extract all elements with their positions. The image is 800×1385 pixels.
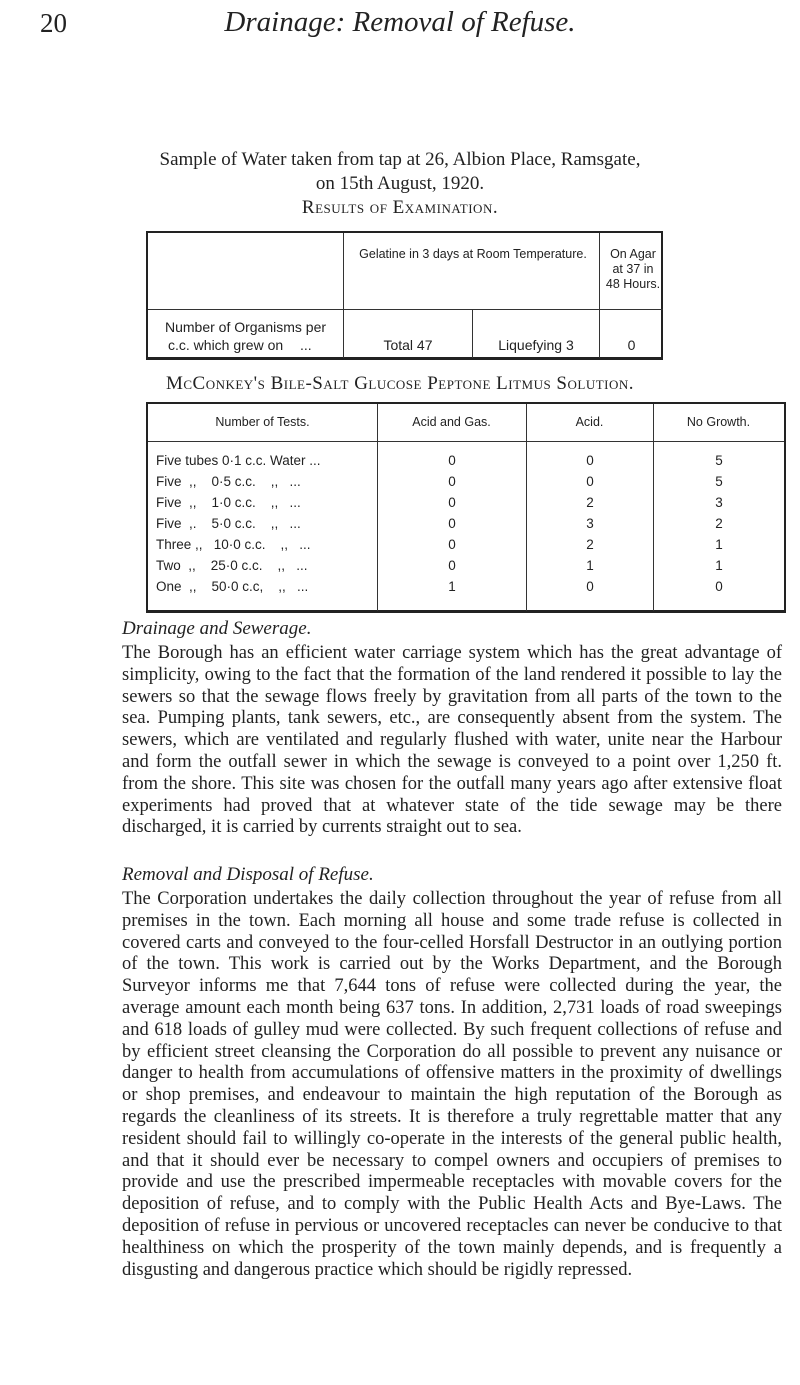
- row-label-line-1: Number of Organisms per: [164, 319, 327, 335]
- drainage-heading: Drainage and Sewerage.: [122, 618, 312, 639]
- table-cell-acid-gas: 1: [448, 579, 456, 594]
- drainage-paragraph: [122, 643, 782, 839]
- refuse-heading: Removal and Disposal of Refuse.: [122, 864, 374, 885]
- table-cell-acid: 2: [586, 495, 594, 510]
- table-cell-acid: 1: [586, 558, 594, 573]
- table-cell-no-growth: 2: [715, 516, 723, 531]
- table-cell-acid: 0: [586, 579, 594, 594]
- mcconkey-table: [146, 402, 786, 613]
- table-cell-no-growth: 3: [715, 495, 723, 510]
- header-acid-and-gas: Acid and Gas.: [412, 415, 491, 429]
- running-head: Drainage: Removal of Refuse.: [224, 6, 576, 38]
- table-cell-acid-gas: 0: [448, 516, 456, 531]
- caption-line-2: on 15th August, 1920.: [315, 173, 485, 194]
- table-cell-no-growth: 5: [715, 474, 723, 489]
- table-row-label: Five ,. 5·0 c.c. ,, ...: [156, 516, 301, 531]
- table-cell-no-growth: 0: [715, 579, 723, 594]
- row-label-line-2: c.c. which grew on: [168, 337, 284, 353]
- gelatine-header: Gelatine in 3 days at Room Temperature.: [359, 247, 587, 261]
- table-cell-no-growth: 5: [715, 453, 723, 468]
- table-cell-acid: 3: [586, 516, 594, 531]
- table-cell-acid-gas: 0: [448, 558, 456, 573]
- agar-value: 0: [627, 337, 636, 353]
- table-cell-acid: 0: [586, 453, 594, 468]
- table-cell-acid-gas: 0: [448, 453, 456, 468]
- table-cell-acid-gas: 0: [448, 474, 456, 489]
- refuse-text: The Corporation undertakes the daily collection throughout the year of refuse from all premises in the town. Each morning all house and some trade refuse is collected in covered carts and conveyed to the four-celled Horsfall Destructor in an outlying portion of the town. This work is carried out by the Works Department, and the Borough Surveyor informs me that 7,644 tons of refuse were collected during the year, the average amount each month being 637 tons. In addition, 2,731 loads of road sweepings and 618 loads of gulley mud were collected. By such frequent collections of refuse and by efficient street cleansing the Corporation do all possible to prevent any nuisance or danger to health from accumulations of offensive matters in the proximity of dwellings or shop premises, and endeavour to maintain the high reputation of the Borough as regards the cleanliness of its streets. It is therefore a truly regrettable matter that any resident should fail to willingly co-operate in the interests of the general public health, and that it should ever be necessary to compel owners and occupiers of premises to provide and use the prescribed impermeable receptacles with movable covers for the deposition of refuse, and to comply with the Public Health Acts and Bye-Laws. The deposition of refuse in pervious or uncovered receptacles can never be conducive to that healthiness on which the prosperity of the town mainly depends, and is frequently a disgusting and dangerous practice which should be rigidly repressed.: [122, 889, 782, 1280]
- caption-results-heading: Results of Examination.: [301, 197, 499, 218]
- table-row-label: Three ,, 10·0 c.c. ,, ...: [156, 537, 311, 552]
- table-row-label: Five ,, 0·5 c.c. ,, ...: [156, 474, 301, 489]
- page-number: 20: [40, 8, 67, 38]
- table-cell-no-growth: 1: [715, 558, 723, 573]
- table-row-label: Five tubes 0·1 c.c. Water ...: [156, 453, 321, 468]
- gelatine-total: Total 47: [383, 337, 433, 353]
- caption-line-1: Sample of Water taken from tap at 26, Albion Place, Ramsgate,: [159, 149, 641, 170]
- header-acid: Acid.: [575, 415, 604, 429]
- table-cell-acid: 2: [586, 537, 594, 552]
- table-cell-acid: 0: [586, 474, 594, 489]
- table-row-label: Five ,, 1·0 c.c. ,, ...: [156, 495, 301, 510]
- header-no-growth: No Growth.: [686, 415, 751, 429]
- organisms-table: [146, 231, 663, 360]
- table-cell-acid-gas: 0: [448, 537, 456, 552]
- gelatine-liquefying: Liquefying 3: [498, 337, 574, 353]
- table-cell-acid-gas: 0: [448, 495, 456, 510]
- drainage-text: The Borough has an efficient water carriage system which has the great advantage of simplicity, owing to the fact that the formation of the land rendered it possible to lay the sewers so that the sewage flows freely by gravitation from all parts of the town to the sea. Pumping plants, tank sewers, etc., are consequently absent from the system. The sewers, which are ventilated and regularly flushed with water, unite near the Harbour and form the outfall sewer in which the sewage is conveyed to a point over 1,250 ft. from the shore. This site was chosen for the outfall many years ago after extensive float experiments had proved that at whatever state of the tide sewage may be there discharged, it is carried by currents straight out to sea.: [122, 643, 782, 838]
- header-number-of-tests: Number of Tests.: [215, 415, 310, 429]
- row-label-dots: ...: [300, 337, 312, 353]
- agar-header: On Agar at 37 in 48 Hours.: [605, 247, 661, 291]
- table-cell-no-growth: 1: [715, 537, 723, 552]
- mcconkey-title: McConkey's Bile-Salt Glucose Peptone Litmus Solution.: [165, 373, 635, 394]
- table-row-label: One ,, 50·0 c.c, ,, ...: [156, 579, 309, 594]
- table-row-label: Two ,, 25·0 c.c. ,, ...: [156, 558, 308, 573]
- refuse-paragraph: [122, 889, 782, 1281]
